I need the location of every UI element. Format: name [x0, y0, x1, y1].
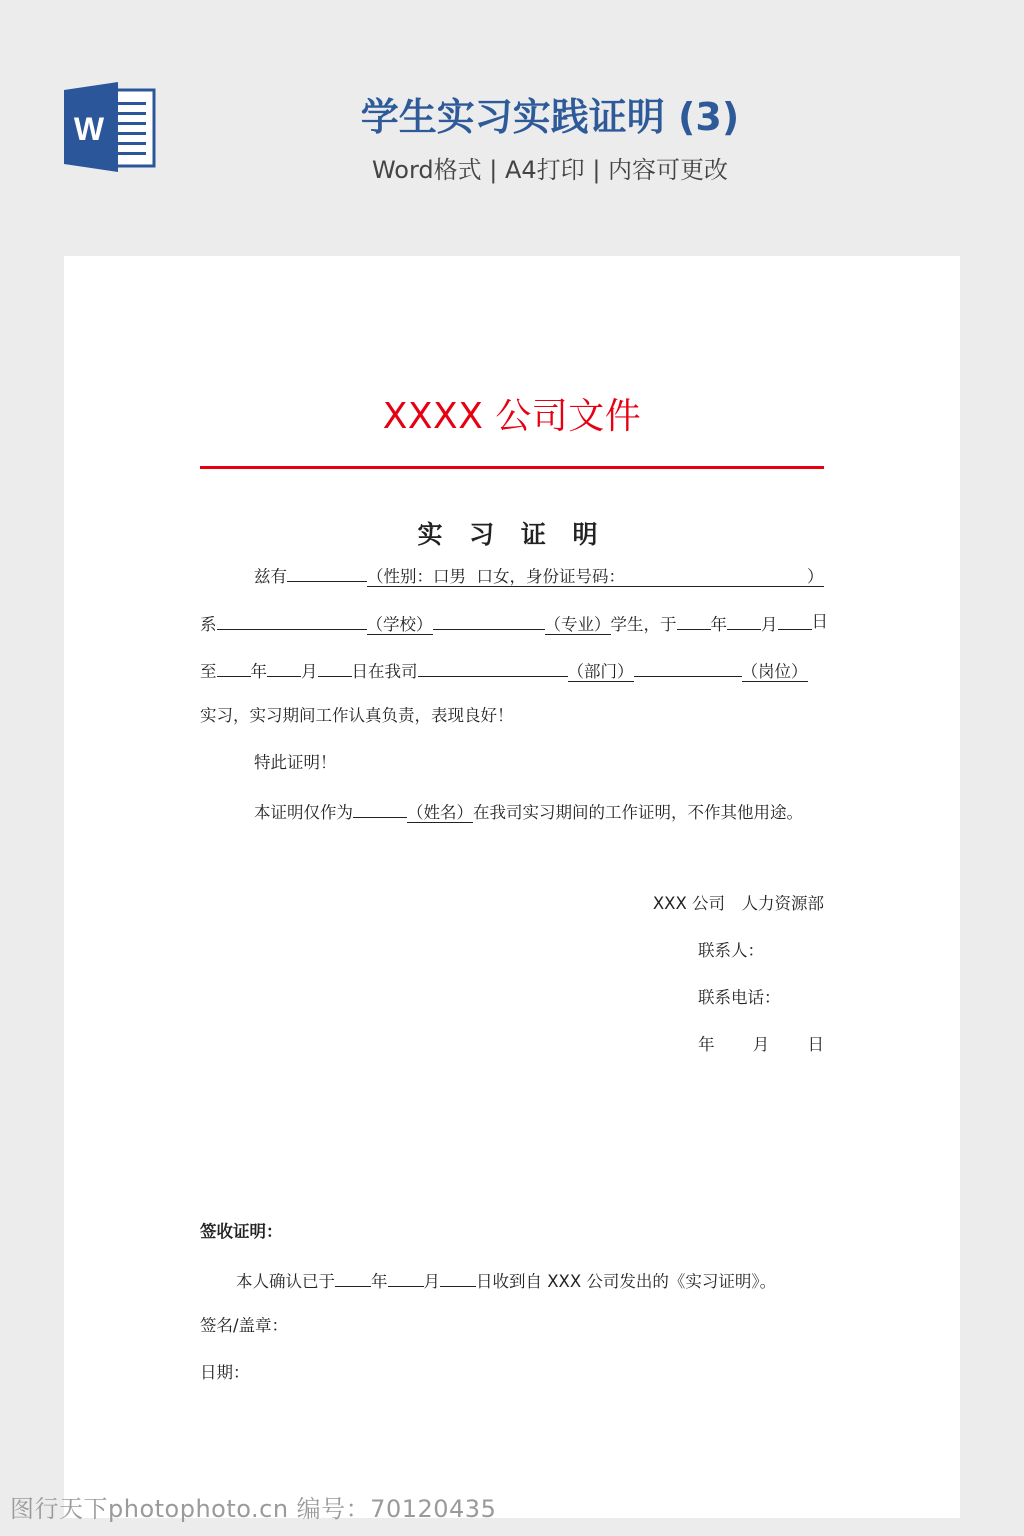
paragraph-period: 至 年 月 日在我司 （部门） （岗位）	[200, 657, 824, 684]
paragraph-school: 系 （学校） （专业）学生，于 年 月 日	[200, 612, 828, 634]
gender-male-option[interactable]: 口男	[433, 567, 466, 586]
signature-date: 年 月 日	[698, 1035, 824, 1054]
gender-female-option[interactable]: 口女，身份证号码：	[476, 567, 625, 586]
paragraph-intro: 兹有 （性别：口男 口女，身份证号码： ）	[200, 562, 878, 589]
receipt-day-blank[interactable]	[440, 1267, 476, 1287]
watermark: 图行天下photophoto.cn 编号：70120435	[10, 1495, 497, 1523]
document-page	[64, 256, 960, 1518]
purpose-name-blank[interactable]	[353, 798, 407, 818]
receipt-year-blank[interactable]	[335, 1267, 371, 1287]
red-divider	[200, 466, 824, 469]
receipt-signature-field[interactable]: 签名/盖章：	[200, 1316, 289, 1335]
contact-phone-label: 联系电话：	[698, 988, 781, 1007]
school-blank[interactable]	[217, 610, 367, 630]
svg-text:W: W	[73, 111, 105, 147]
contact-person-label: 联系人：	[698, 941, 764, 960]
end-day-blank[interactable]	[318, 657, 352, 677]
paragraph-purpose: 本证明仅作为 （姓名）在我司实习期间的工作证明，不作其他用途。	[200, 798, 878, 825]
department-blank[interactable]	[418, 657, 568, 677]
major-blank[interactable]	[433, 610, 545, 630]
position-blank[interactable]	[634, 657, 742, 677]
signature-company: XXX 公司 人力资源部	[652, 894, 824, 913]
end-month-blank[interactable]	[267, 657, 301, 677]
certificate-title: 实 习 证 明	[417, 520, 607, 549]
receipt-heading: 签收证明：	[200, 1222, 283, 1241]
paragraph-certify: 特此证明！	[254, 753, 337, 772]
page-subtitle: Word格式 | A4打印 | 内容可更改	[371, 156, 729, 184]
signature-block	[200, 892, 824, 916]
start-day-blank[interactable]	[778, 610, 812, 630]
start-year-blank[interactable]	[677, 610, 711, 630]
end-year-blank[interactable]	[217, 657, 251, 677]
start-month-blank[interactable]	[727, 610, 761, 630]
paragraph-evaluation: 实习，实习期间工作认真负责，表现良好！	[200, 706, 514, 725]
page-title: 学生实习实践证明 (3)	[360, 95, 740, 139]
company-header: XXXX 公司文件	[382, 396, 642, 437]
receipt-confirmation: 本人确认已于 年 月 日收到自 XXX 公司发出的《实习证明》。	[200, 1267, 860, 1294]
name-blank[interactable]	[287, 562, 367, 582]
word-doc-icon	[64, 82, 156, 172]
id-number-blank[interactable]	[625, 563, 807, 582]
receipt-month-blank[interactable]	[388, 1267, 424, 1287]
receipt-date-field[interactable]: 日期：	[200, 1363, 250, 1382]
